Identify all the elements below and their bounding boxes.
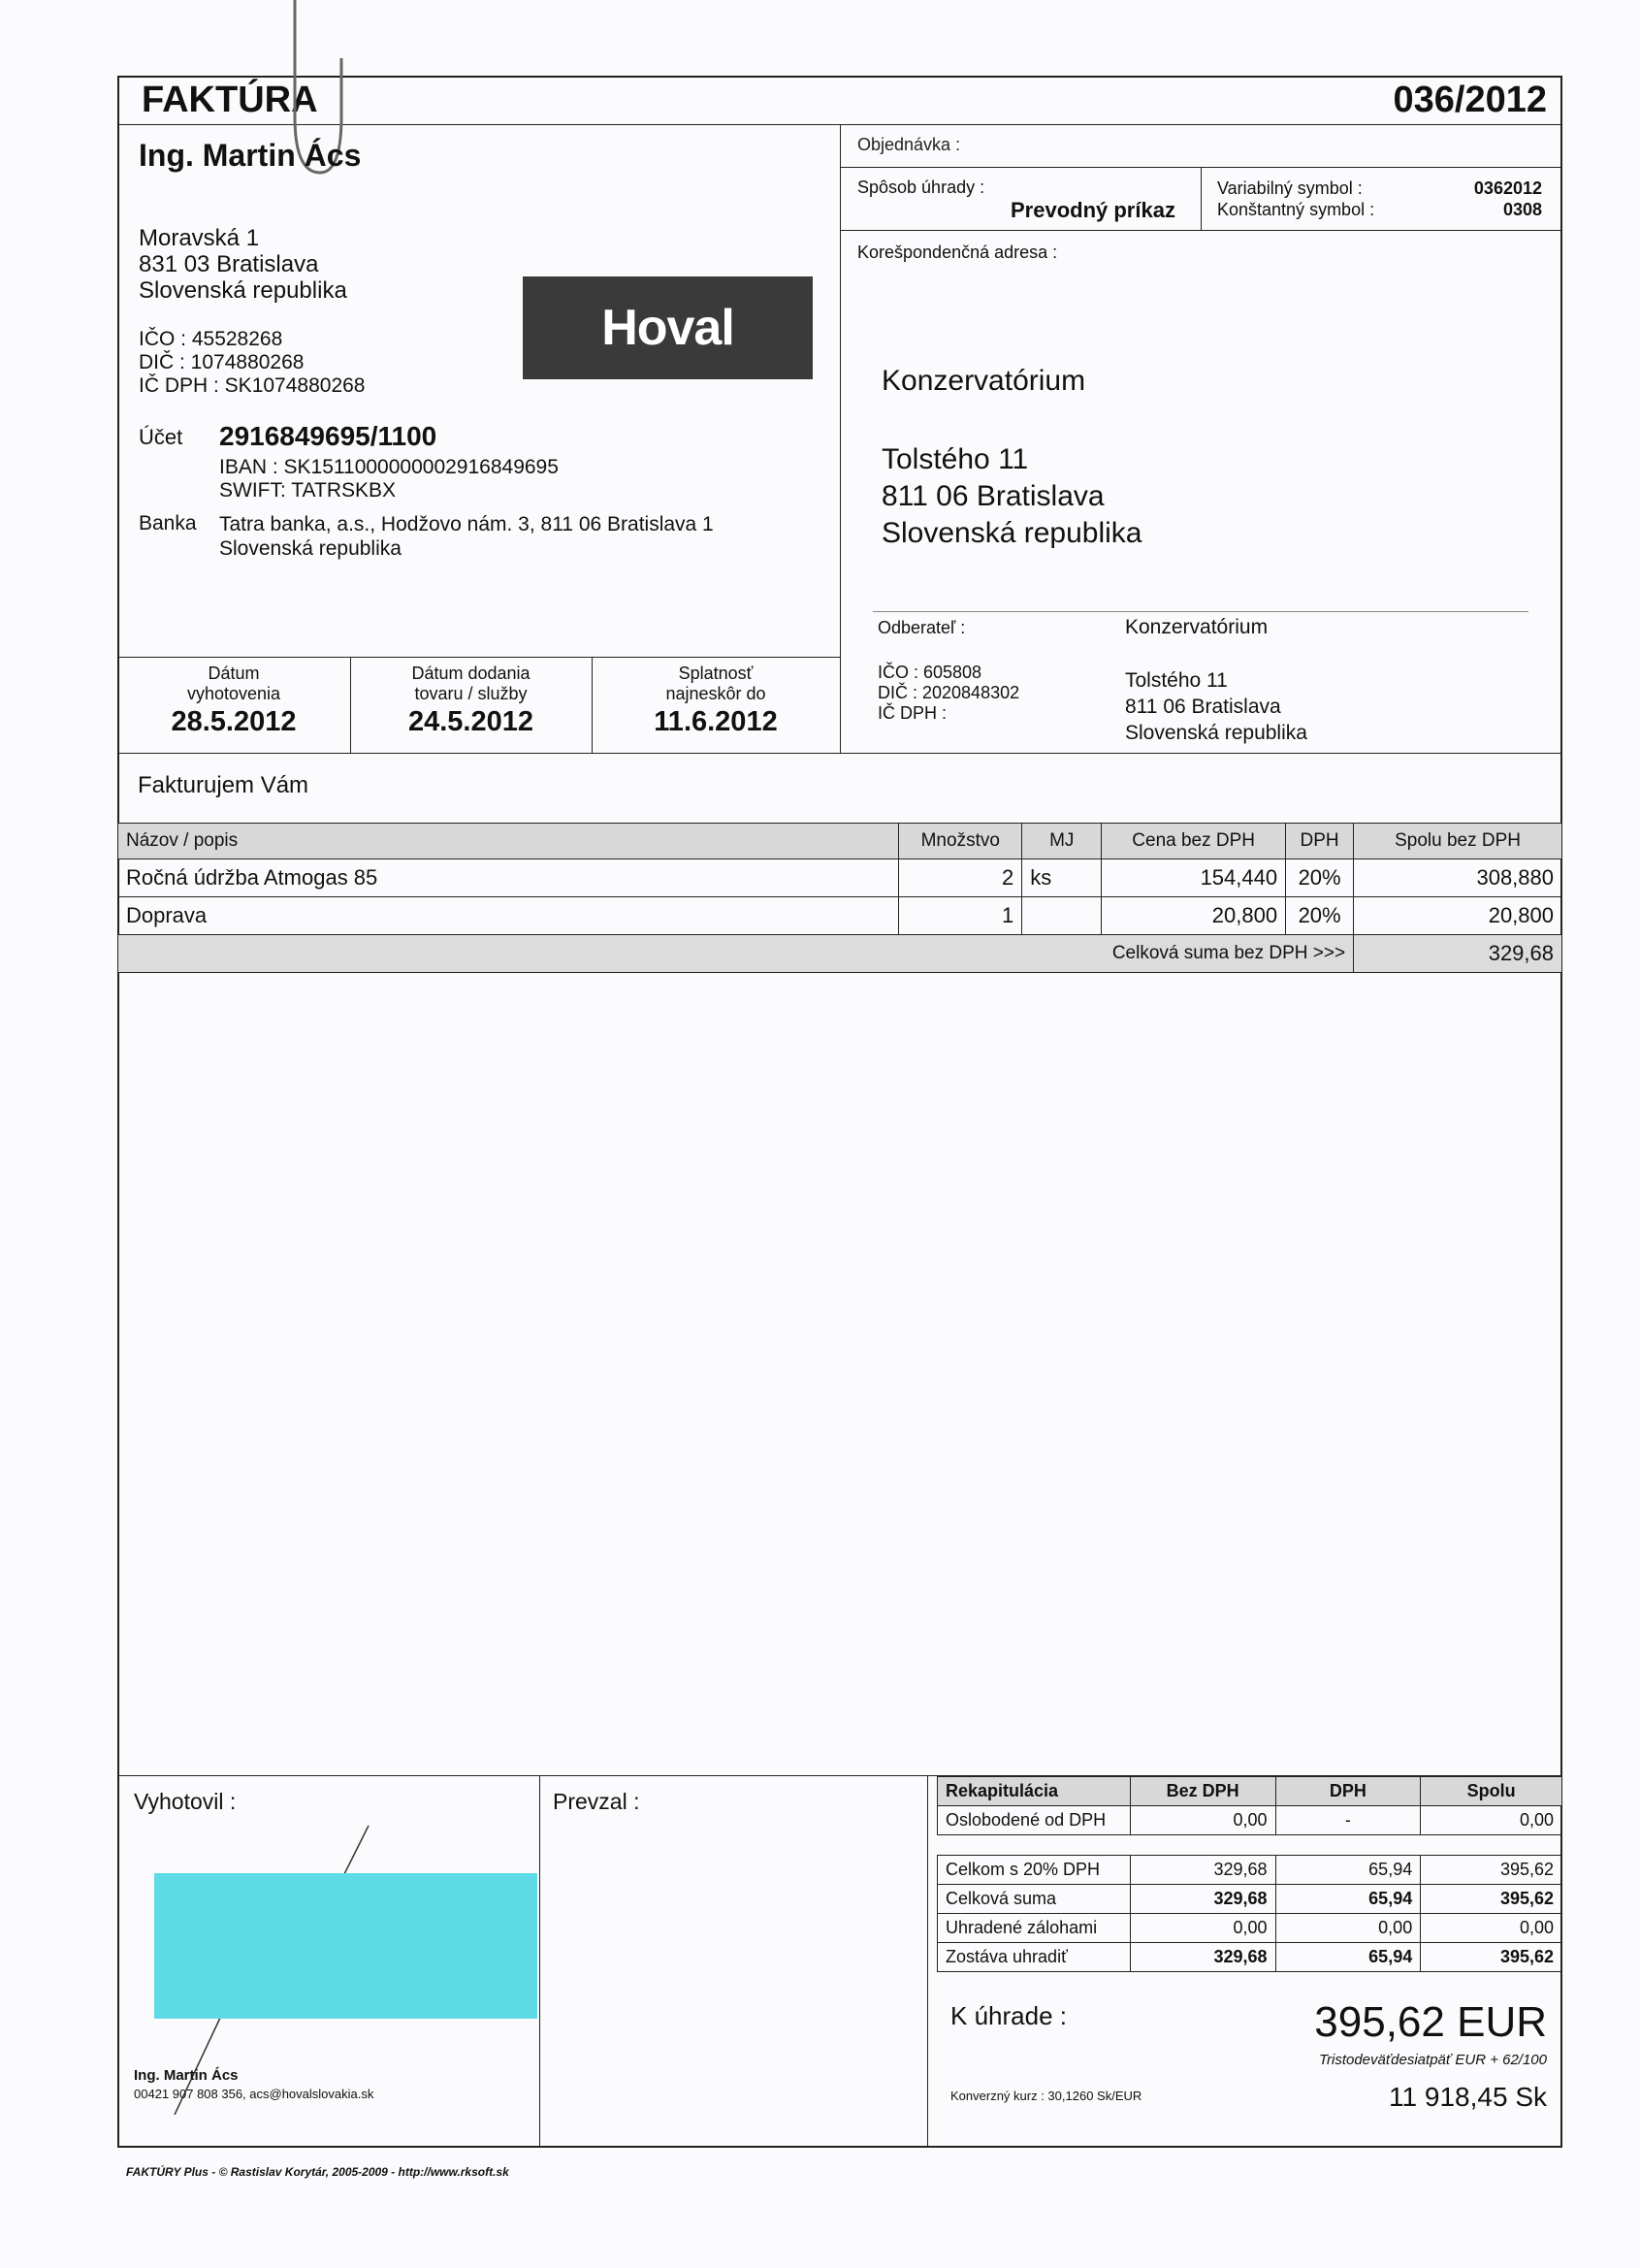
- recap-vat: 65,94: [1275, 1943, 1421, 1972]
- issue-date: 28.5.2012: [171, 706, 297, 737]
- recap-vat: -: [1275, 1806, 1421, 1835]
- item-name: Doprava: [118, 897, 899, 935]
- recap-label: Zostáva uhradiť: [938, 1943, 1131, 1972]
- issue-date-label-1: Dátum: [208, 664, 260, 683]
- item-unit: [1022, 897, 1102, 935]
- recap-label: Celková suma: [938, 1885, 1131, 1914]
- item-vat: 20%: [1286, 859, 1354, 897]
- bank-country: Slovenská republika: [219, 537, 402, 560]
- items-table: [117, 823, 1562, 973]
- table-row: [118, 859, 1562, 897]
- recap-vat: 65,94: [1275, 1856, 1421, 1885]
- bank-codes: [219, 456, 559, 502]
- recap-col-label: Rekapitulácia: [938, 1777, 1131, 1806]
- supplier-dic: DIČ : 1074880268: [139, 351, 305, 373]
- recap-col-total: Spolu: [1421, 1777, 1562, 1806]
- variable-symbol: 0362012: [1473, 178, 1542, 198]
- recap-base: 0,00: [1130, 1914, 1275, 1943]
- col-vat: DPH: [1286, 824, 1354, 859]
- invoice-number: 036/2012: [1393, 80, 1547, 120]
- issue-date-label-2: vyhotovenia: [186, 684, 281, 703]
- correspondence-street: Tolstého 11: [882, 443, 1029, 475]
- customer-address: [1125, 667, 1307, 746]
- correspondence-country: Slovenská republika: [882, 517, 1142, 549]
- item-price: 20,800: [1102, 897, 1286, 935]
- table-row: [938, 1856, 1562, 1885]
- item-name: Ročná údržba Atmogas 85: [118, 859, 899, 897]
- intro-text: Fakturujem Vám: [138, 772, 309, 798]
- customer-label: Odberateľ :: [878, 618, 966, 637]
- recap-col-base: Bez DPH: [1130, 1777, 1275, 1806]
- redacted-signature: [154, 1873, 537, 2019]
- item-unit: ks: [1022, 859, 1102, 897]
- recap-base: 329,68: [1130, 1943, 1275, 1972]
- table-row: [938, 1806, 1562, 1835]
- supplier-ico: IČO : 45528268: [139, 328, 283, 350]
- correspondence-name: Konzervatórium: [882, 365, 1086, 397]
- received-by-label: Prevzal :: [553, 1789, 640, 1814]
- items-header-row: [118, 824, 1562, 859]
- software-credit: FAKTÚRY Plus - © Rastislav Korytár, 2005-2009 - http://www.rksoft.sk: [126, 2165, 509, 2179]
- invoice-title: FAKTÚRA: [142, 80, 318, 120]
- supplier-street: Moravská 1: [139, 225, 260, 251]
- recap-total: 0,00: [1421, 1806, 1562, 1835]
- supplier-city: 831 03 Bratislava: [139, 251, 319, 277]
- customer-name: Konzervatórium: [1125, 616, 1269, 638]
- issue-date-cell: [117, 664, 350, 739]
- col-unit: MJ: [1022, 824, 1102, 859]
- item-total: 308,880: [1354, 859, 1562, 897]
- col-name: Názov / popis: [118, 824, 899, 859]
- correspondence-address: [882, 441, 1142, 552]
- sum-label: Celková suma bez DPH >>>: [118, 935, 1354, 973]
- issuer-name: Ing. Martin Ács: [134, 2067, 239, 2084]
- amount-due: 395,62 EUR: [1314, 1998, 1547, 2046]
- table-row: [938, 1885, 1562, 1914]
- due-date-cell: [592, 664, 840, 739]
- delivery-date-label-1: Dátum dodania: [411, 664, 531, 683]
- recap-base: 329,68: [1130, 1856, 1275, 1885]
- recap-label: Oslobodené od DPH: [938, 1806, 1131, 1835]
- order-label: Objednávka :: [857, 135, 961, 154]
- conversion-rate: Konverzný kurz : 30,1260 Sk/EUR: [950, 2089, 1142, 2103]
- due-date-label-1: Splatnosť: [678, 664, 754, 683]
- delivery-date-label-2: tovaru / služby: [414, 684, 528, 703]
- recap-total: 395,62: [1421, 1943, 1562, 1972]
- swift: SWIFT: TATRSKBX: [219, 479, 397, 502]
- recap-col-vat: DPH: [1275, 1777, 1421, 1806]
- amount-in-words: Tristodeväťdesiatpäť EUR + 62/100: [1318, 2052, 1547, 2068]
- recap-total: 395,62: [1421, 1856, 1562, 1885]
- recap-header-row: [938, 1777, 1562, 1806]
- account-number: 2916849695/1100: [219, 421, 437, 451]
- item-price: 154,440: [1102, 859, 1286, 897]
- col-price: Cena bez DPH: [1102, 824, 1286, 859]
- items-sum-row: [118, 935, 1562, 973]
- supplier-country: Slovenská republika: [139, 277, 347, 304]
- supplier-ids: [139, 328, 365, 398]
- item-vat: 20%: [1286, 897, 1354, 935]
- amount-sk: 11 918,45 Sk: [1389, 2082, 1547, 2112]
- correspondence-label: Korešpondenčná adresa :: [857, 243, 1058, 262]
- customer-city: 811 06 Bratislava: [1125, 696, 1281, 718]
- recap-total: 0,00: [1421, 1914, 1562, 1943]
- amount-due-label: K úhrade :: [950, 2001, 1067, 2030]
- iban: IBAN : SK1511000000002916849695: [219, 456, 559, 478]
- issued-by-label: Vyhotovil :: [134, 1789, 237, 1814]
- col-qty: Množstvo: [899, 824, 1022, 859]
- recap-label: Celkom s 20% DPH: [938, 1856, 1131, 1885]
- item-total: 20,800: [1354, 897, 1562, 935]
- item-qty: 1: [899, 897, 1022, 935]
- recap-label: Uhradené zálohami: [938, 1914, 1131, 1943]
- payment-method-label: Spôsob úhrady :: [857, 178, 985, 197]
- bank-info: [219, 512, 714, 561]
- due-date-label-2: najneskôr do: [665, 684, 766, 703]
- issuer-contact: 00421 907 808 356, acs@hovalslovakia.sk: [134, 2087, 374, 2101]
- recap-table: [937, 1776, 1562, 1972]
- supplier-name: Ing. Martin Ács: [139, 138, 362, 173]
- account-label: Účet: [139, 425, 183, 449]
- customer-ids: [878, 663, 1019, 724]
- recap-total: 395,62: [1421, 1885, 1562, 1914]
- sum-value: 329,68: [1354, 935, 1562, 973]
- table-row: [118, 897, 1562, 935]
- delivery-date-cell: [350, 664, 592, 739]
- variable-symbol-label: Variabilný symbol :: [1217, 178, 1363, 198]
- recap-vat: 0,00: [1275, 1914, 1421, 1943]
- recap-spacer-row: [938, 1835, 1562, 1856]
- recap-vat: 65,94: [1275, 1885, 1421, 1914]
- constant-symbol-label: Konštantný symbol :: [1217, 200, 1375, 219]
- col-total: Spolu bez DPH: [1354, 824, 1562, 859]
- customer-icdph: IČ DPH :: [878, 703, 948, 723]
- payment-method: Prevodný príkaz: [1011, 198, 1175, 222]
- correspondence-city: 811 06 Bratislava: [882, 480, 1105, 512]
- customer-street: Tolstého 11: [1125, 669, 1228, 692]
- customer-ico: IČO : 605808: [878, 663, 982, 682]
- customer-country: Slovenská republika: [1125, 722, 1307, 744]
- due-date: 11.6.2012: [654, 706, 778, 737]
- recap-base: 329,68: [1130, 1885, 1275, 1914]
- bank-name: Tatra banka, a.s., Hodžovo nám. 3, 811 06 Bratislava 1: [219, 513, 714, 535]
- constant-symbol: 0308: [1502, 200, 1542, 219]
- supplier-icdph: IČ DPH : SK1074880268: [139, 374, 366, 397]
- table-row: [938, 1943, 1562, 1972]
- supplier-address: [139, 225, 347, 304]
- customer-dic: DIČ : 2020848302: [878, 683, 1020, 702]
- table-row: [938, 1914, 1562, 1943]
- hoval-logo: Hoval: [523, 276, 813, 379]
- delivery-date: 24.5.2012: [407, 706, 533, 737]
- item-qty: 2: [899, 859, 1022, 897]
- recap-base: 0,00: [1130, 1806, 1275, 1835]
- bank-label: Banka: [139, 512, 197, 535]
